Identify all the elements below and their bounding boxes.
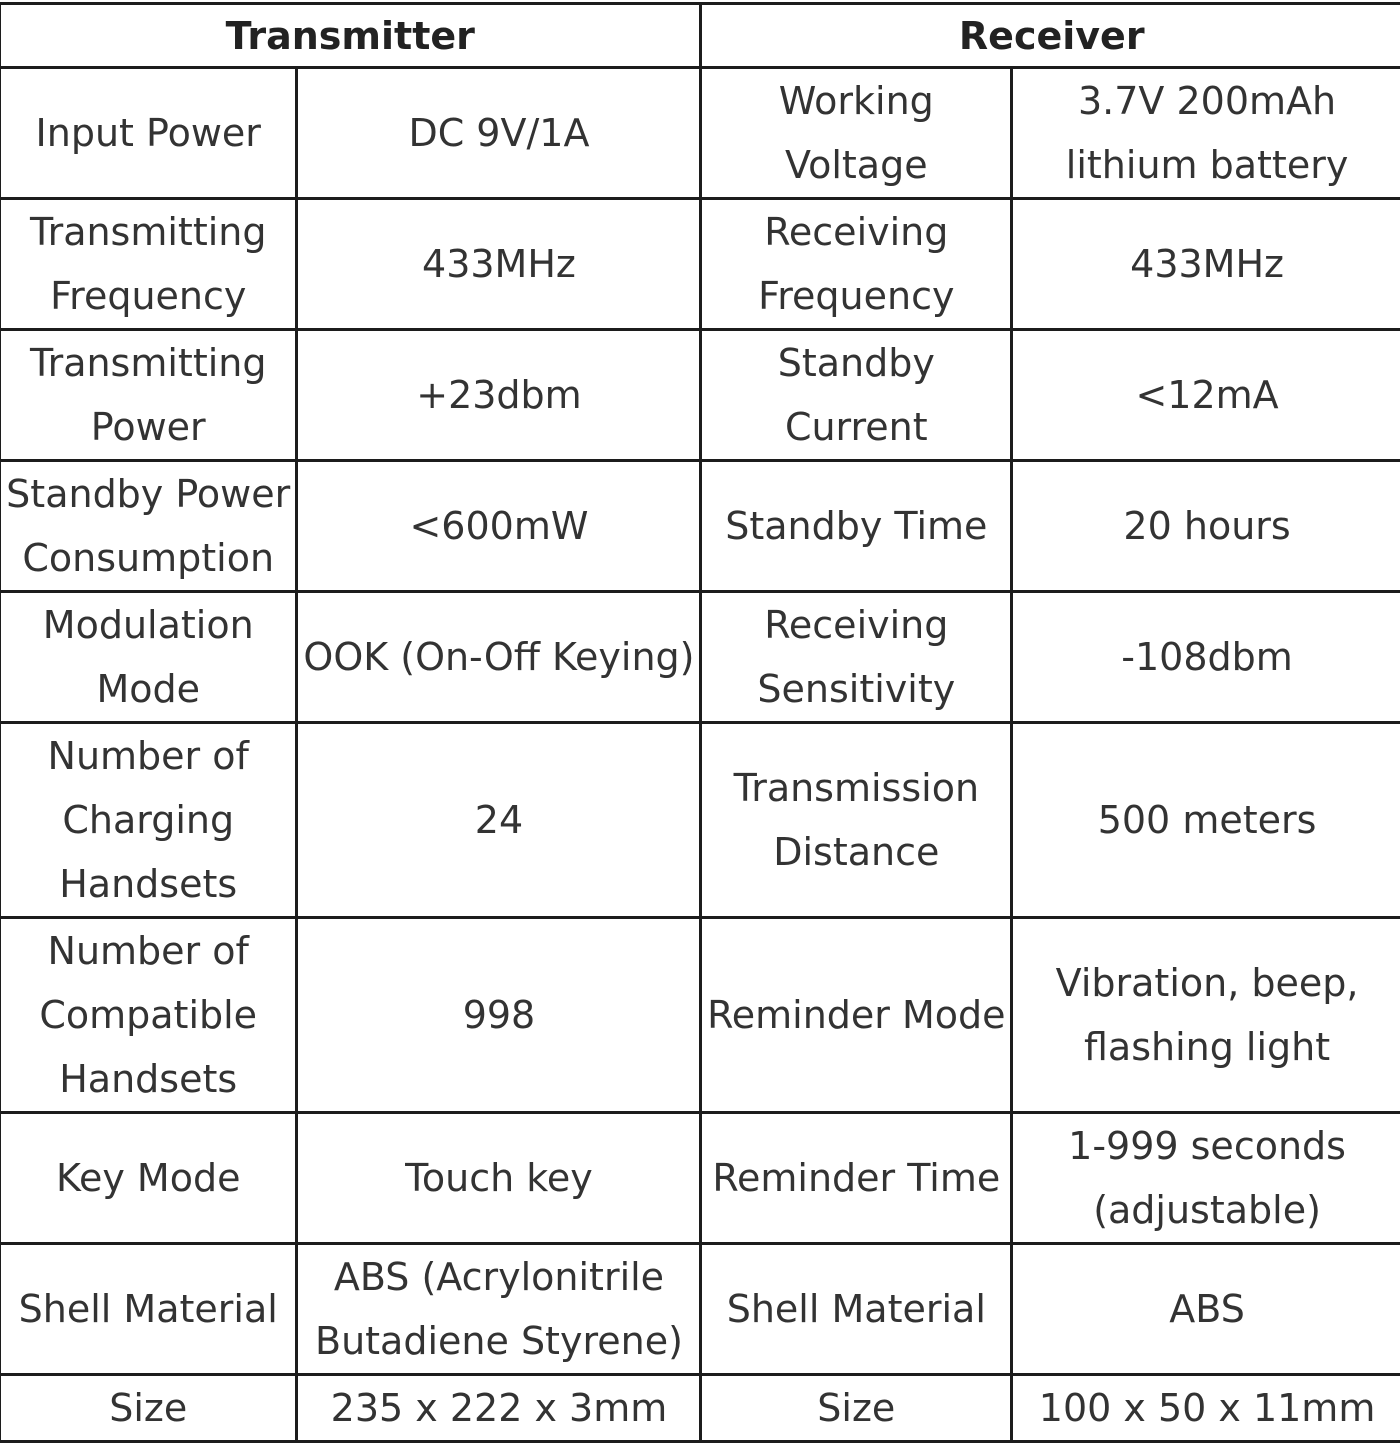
receiver-label: Working Voltage — [701, 68, 1012, 199]
receiver-value: 433MHz — [1012, 199, 1400, 330]
receiver-value: <12mA — [1012, 330, 1400, 461]
receiver-value: -108dbm — [1012, 592, 1400, 723]
table-row — [0, 68, 1400, 199]
receiver-label: Reminder Mode — [701, 918, 1012, 1113]
receiver-label: Standby Time — [701, 461, 1012, 592]
table-row — [0, 461, 1400, 592]
transmitter-value: ABS (Acrylonitrile Butadiene Styrene) — [297, 1244, 701, 1375]
receiver-value: 1-999 seconds (adjustable) — [1012, 1113, 1400, 1244]
receiver-value: Vibration, beep, flashing light — [1012, 918, 1400, 1113]
table-row — [0, 918, 1400, 1113]
transmitter-label: Transmitting Frequency — [0, 199, 297, 330]
transmitter-value: <600mW — [297, 461, 701, 592]
receiver-label: Reminder Time — [701, 1113, 1012, 1244]
table-row — [0, 1375, 1400, 1442]
transmitter-value: DC 9V/1A — [297, 68, 701, 199]
transmitter-label: Shell Material — [0, 1244, 297, 1375]
receiver-value: 20 hours — [1012, 461, 1400, 592]
transmitter-value: 433MHz — [297, 199, 701, 330]
receiver-label: Receiving Frequency — [701, 199, 1012, 330]
receiver-label: Receiving Sensitivity — [701, 592, 1012, 723]
transmitter-label: Input Power — [0, 68, 297, 199]
transmitter-header: Transmitter — [0, 4, 701, 68]
receiver-label: Size — [701, 1375, 1012, 1442]
table-row — [0, 723, 1400, 918]
transmitter-value: +23dbm — [297, 330, 701, 461]
transmitter-label: Modulation Mode — [0, 592, 297, 723]
transmitter-label: Size — [0, 1375, 297, 1442]
transmitter-label: Transmitting Power — [0, 330, 297, 461]
table-row — [0, 1113, 1400, 1244]
table-row — [0, 330, 1400, 461]
table-row — [0, 1244, 1400, 1375]
transmitter-value: 235 x 222 x 3mm — [297, 1375, 701, 1442]
transmitter-label: Standby Power Consumption — [0, 461, 297, 592]
receiver-value: 100 x 50 x 11mm — [1012, 1375, 1400, 1442]
receiver-label: Standby Current — [701, 330, 1012, 461]
receiver-value: 3.7V 200mAh lithium battery — [1012, 68, 1400, 199]
table-header-row — [0, 4, 1400, 68]
table-row — [0, 199, 1400, 330]
receiver-label: Transmission Distance — [701, 723, 1012, 918]
transmitter-label: Number of Compatible Handsets — [0, 918, 297, 1113]
receiver-value: ABS — [1012, 1244, 1400, 1375]
receiver-header: Receiver — [701, 4, 1400, 68]
transmitter-value: 998 — [297, 918, 701, 1113]
transmitter-value: OOK (On-Off Keying) — [297, 592, 701, 723]
transmitter-value: Touch key — [297, 1113, 701, 1244]
table-row — [0, 592, 1400, 723]
receiver-label: Shell Material — [701, 1244, 1012, 1375]
transmitter-value: 24 — [297, 723, 701, 918]
receiver-value: 500 meters — [1012, 723, 1400, 918]
transmitter-label: Key Mode — [0, 1113, 297, 1244]
spec-table — [0, 2, 1400, 1443]
transmitter-label: Number of Charging Handsets — [0, 723, 297, 918]
